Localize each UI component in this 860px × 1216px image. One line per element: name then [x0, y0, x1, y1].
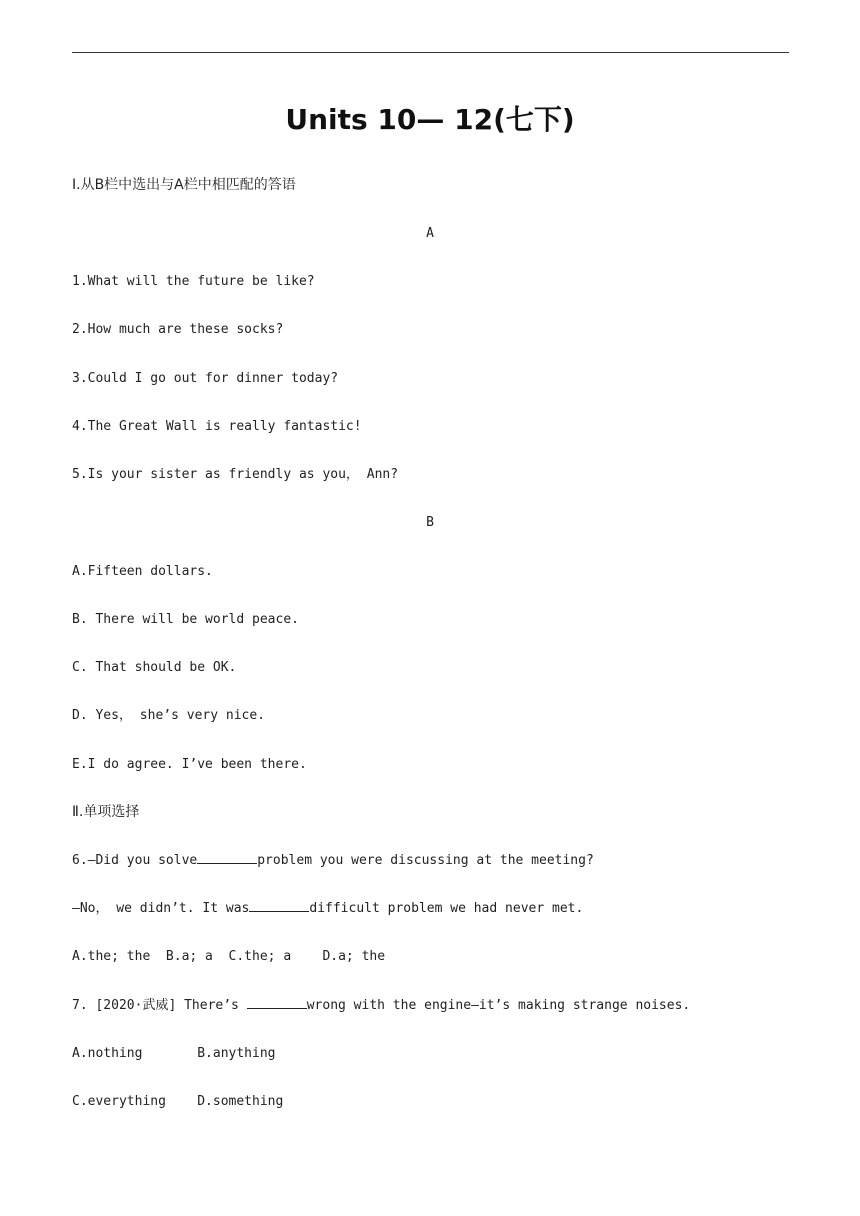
question-7-text-after: wrong with the engine—it’s making strange noises. — [306, 998, 691, 1013]
question-6-text-after: problem you were discussing at the meeting? — [257, 853, 594, 868]
column-b-label: B — [426, 515, 434, 530]
question-7-options-row-2: C.everything D.something — [72, 1094, 284, 1109]
question-6-line-1 — [72, 851, 594, 871]
question-6-line-2 — [72, 899, 583, 919]
answer-blank — [249, 899, 309, 912]
answer-blank — [247, 996, 307, 1009]
question-6-reply-after: difficult problem we had never met. — [309, 901, 584, 916]
answer-blank — [197, 851, 257, 864]
question-6-options: A.the; the B.a; a C.the; a D.a; the — [72, 949, 386, 964]
section-2-heading: Ⅱ.单项选择 — [72, 804, 140, 820]
question-6-text-before: 6.—Did you solve — [72, 853, 198, 868]
answer-c: C. That should be OK. — [72, 660, 237, 675]
question-3: 3.Could I go out for dinner today? — [72, 371, 339, 386]
question-6-reply-before: —No， we didn’t. It was — [72, 901, 250, 916]
answer-e: E.I do agree. I’ve been there. — [72, 757, 307, 772]
section-1-heading: Ⅰ.从B栏中选出与A栏中相匹配的答语 — [72, 177, 296, 193]
question-5: 5.Is your sister as friendly as you， Ann? — [72, 467, 399, 482]
header-rule — [72, 52, 789, 53]
question-2: 2.How much are these socks? — [72, 322, 284, 337]
answer-b: B. There will be world peace. — [72, 612, 299, 627]
column-a-label: A — [426, 226, 434, 241]
answer-d: D. Yes， she’s very nice. — [72, 708, 266, 723]
page-title: Units 10— 12(七下) — [285, 103, 575, 136]
answer-a: A.Fifteen dollars. — [72, 564, 213, 579]
question-4: 4.The Great Wall is really fantastic! — [72, 419, 362, 434]
question-7-options-row-1: A.nothing B.anything — [72, 1046, 276, 1061]
question-7-text-before: 7. [2020·武威] There’s — [72, 998, 247, 1013]
question-1: 1.What will the future be like? — [72, 274, 315, 289]
question-7 — [72, 996, 690, 1016]
